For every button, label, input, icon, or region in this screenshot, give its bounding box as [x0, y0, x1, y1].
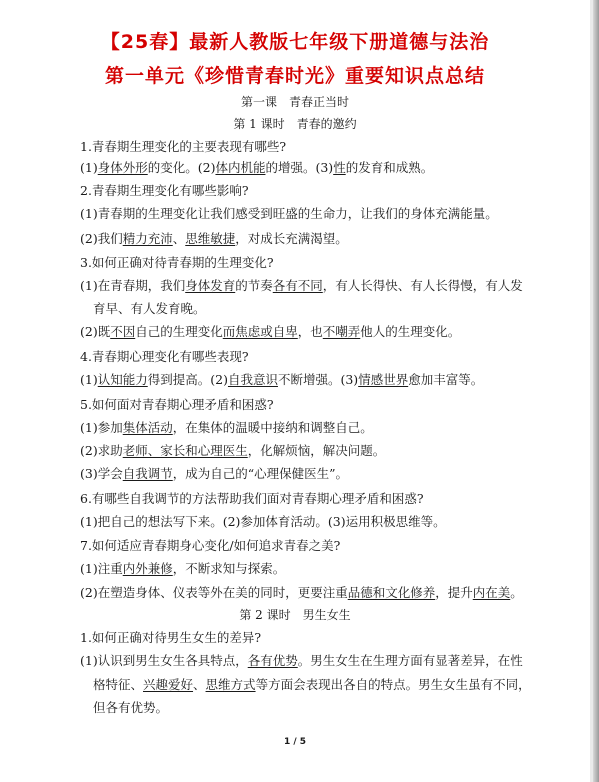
text-segment: (2)我们: [80, 231, 123, 246]
text-segment: (2)在塑造身体、仪表等外在美的同时，更要注重: [80, 585, 348, 600]
key-term: 自我调节: [122, 466, 173, 481]
text-segment: 育早、有人发育晚。: [93, 301, 206, 316]
text-line: [80, 137, 286, 155]
text-line: [80, 651, 523, 669]
text-segment: ，提升: [435, 585, 473, 600]
text-line: [93, 299, 206, 317]
key-term: 性: [333, 160, 346, 175]
lesson-heading: 第一课 青春正当时: [240, 95, 349, 109]
key-term: 思维敏捷: [185, 231, 236, 246]
page-edge-shadow: [593, 0, 599, 782]
key-term: 而焦虑或自卑: [222, 324, 298, 339]
text-segment: (1): [80, 372, 98, 387]
key-term: 不因: [110, 324, 136, 339]
text-segment: 的变化。(2): [147, 160, 216, 175]
text-segment: 5.如何面对青春期心理矛盾和困惑?: [80, 397, 274, 412]
document-title-line1: 【25春】最新人教版七年级下册道德与法治: [100, 31, 490, 53]
text-segment: 4.青春期心理变化有哪些表现?: [80, 349, 249, 364]
text-segment: ，成为自己的“心理保健医生”。: [172, 466, 349, 481]
text-segment: 等方面会表现出各自的特点。男生女生虽有不同，: [255, 677, 531, 692]
key-term: 精力充沛: [122, 231, 173, 246]
text-line: [80, 628, 261, 646]
text-segment: ，化解烦恼，解决问题。: [247, 443, 386, 458]
text-line: [80, 441, 385, 459]
text-line: [80, 158, 433, 176]
key-term: 身体外形: [97, 160, 148, 175]
key-term: 各有优势: [247, 653, 298, 668]
document-title-line2: 第一单元《珍惜青春时光》重要知识点总结: [104, 65, 485, 87]
text-segment: 的发育和成熟。: [345, 160, 434, 175]
text-line: [80, 489, 424, 507]
text-segment: (2)既: [80, 324, 111, 339]
key-term: 情感世界: [358, 372, 409, 387]
key-term: 不嘲弄: [322, 324, 361, 339]
text-segment: (1)把自己的想法写下来。(2)参加体育活动。(3)运用积极思维等。: [80, 514, 446, 529]
text-line: [80, 276, 523, 294]
text-segment: 他人的生理变化。: [360, 324, 461, 339]
key-term: 兴趣爱好: [143, 677, 194, 692]
class2-heading: 第 2 课时 男生女生: [239, 608, 351, 622]
text-line: [80, 253, 274, 271]
text-line: [80, 395, 274, 413]
key-term: 自我意识: [227, 372, 278, 387]
text-segment: (1)注重: [80, 561, 123, 576]
text-segment: 但各有优势。: [93, 700, 169, 715]
text-segment: 。男生女生在生理方面有显著差异，在性: [297, 653, 523, 668]
text-segment: 、: [172, 231, 186, 246]
text-line: [80, 512, 446, 530]
text-segment: 、: [193, 677, 206, 692]
key-term: 集体活动: [122, 420, 173, 435]
text-segment: (1)认识到男生女生各具特点，: [80, 653, 248, 668]
text-line: [80, 229, 348, 247]
text-segment: (1): [80, 160, 98, 175]
text-segment: 的增强。(3): [265, 160, 334, 175]
text-segment: (3)学会: [80, 466, 123, 481]
text-segment: 6.有哪些自我调节的方法帮助我们面对青春期心理矛盾和困惑?: [80, 491, 424, 506]
text-segment: 得到提高。(2): [147, 372, 228, 387]
text-line: [80, 583, 523, 601]
key-term: 老师、家长和心理医生: [122, 443, 248, 458]
text-segment: ，也: [297, 324, 323, 339]
key-term: 内外兼修: [122, 561, 173, 576]
text-line: [80, 559, 285, 577]
page-number: 1 / 5: [283, 737, 307, 747]
text-segment: 2.青春期生理变化有哪些影响?: [80, 183, 249, 198]
text-segment: ，对成长充满渴望。: [235, 231, 348, 246]
text-line: [80, 464, 348, 482]
text-segment: 不断增强。(3): [277, 372, 359, 387]
text-segment: 3.如何正确对待青春期的生理变化?: [80, 255, 274, 270]
text-line: [80, 370, 483, 388]
text-line: [93, 675, 531, 693]
text-segment: 自己的生理变化: [135, 324, 223, 339]
key-term: 品德和文化修养: [347, 585, 436, 600]
text-line: [80, 536, 340, 554]
text-line: [80, 204, 498, 222]
key-term: 内在美: [472, 585, 511, 600]
text-segment: (1)参加: [80, 420, 123, 435]
key-term: 思维方式: [205, 677, 256, 692]
text-segment: ，不断求知与探索。: [172, 561, 286, 576]
key-term: 体内机能: [215, 160, 266, 175]
text-segment: 1.青春期生理变化的主要表现有哪些?: [80, 139, 287, 154]
key-term: 认知能力: [97, 372, 148, 387]
text-segment: (2)求助: [80, 443, 123, 458]
text-segment: 1.如何正确对待男生女生的差异?: [80, 630, 262, 645]
text-segment: ，有人长得快、有人长得慢，有人发: [322, 278, 523, 293]
text-line: [80, 322, 460, 340]
text-line: [93, 698, 168, 716]
text-line: [80, 347, 249, 365]
text-segment: ，在集体的温暖中接纳和调整自己。: [172, 420, 373, 435]
text-segment: (1)在青春期，我们: [80, 278, 186, 293]
text-segment: (1)青春期的生理变化让我们感受到旺盛的生命力，让我们的身体充满能量。: [80, 206, 498, 221]
text-line: [80, 418, 373, 436]
text-segment: 愈加丰富等。: [408, 372, 484, 387]
key-term: 各有不同: [272, 278, 323, 293]
text-segment: 格特征、: [93, 677, 144, 692]
text-segment: 7.如何适应青春期身心变化/如何追求青春之美?: [80, 538, 341, 553]
text-segment: 。: [510, 585, 523, 600]
text-segment: 的节奏: [235, 278, 273, 293]
text-line: [80, 181, 249, 199]
class1-heading: 第 1 课时 青春的邀约: [233, 117, 357, 131]
key-term: 身体发育: [185, 278, 236, 293]
